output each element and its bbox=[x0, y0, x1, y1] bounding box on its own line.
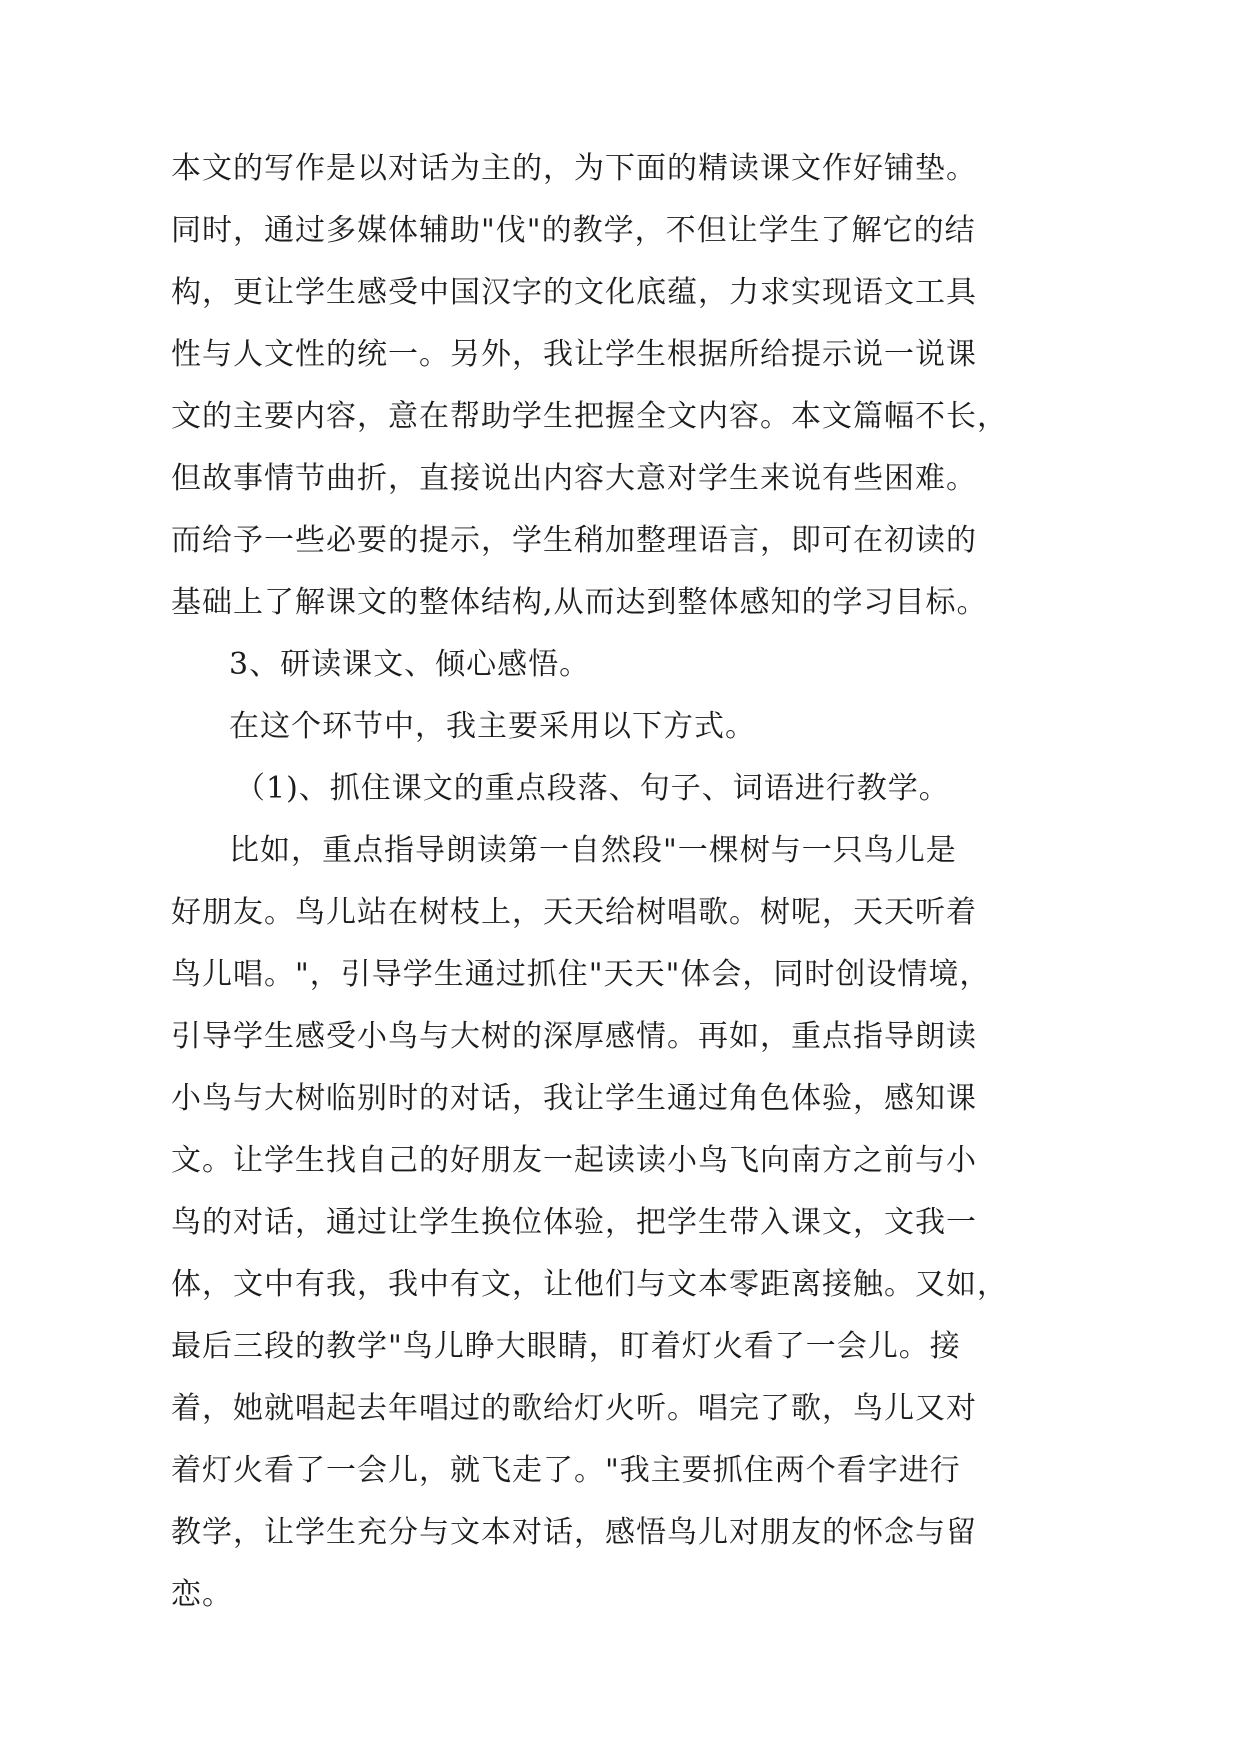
text-line: 但故事情节曲折，直接说出内容大意对学生来说有些困难。 bbox=[171, 461, 977, 496]
text-line: 鸟儿唱。"，引导学生通过抓住"天天"体会，同时创设情境， bbox=[171, 957, 991, 992]
text-line: 引导学生感受小鸟与大树的深厚感情。再如，重点指导朗读 bbox=[171, 1019, 977, 1054]
text-line: 最后三段的教学"鸟儿睁大眼睛，盯着灯火看了一会儿。接 bbox=[171, 1329, 961, 1364]
text-line: 文的主要内容，意在帮助学生把握全文内容。本文篇幅不长， bbox=[171, 399, 1008, 434]
text-line: 构，更让学生感受中国汉字的文化底蕴，力求实现语文工具 bbox=[171, 275, 977, 310]
text-line: 而给予一些必要的提示，学生稍加整理语言，即可在初读的 bbox=[171, 523, 977, 558]
text-line: 教学，让学生充分与文本对话，感悟鸟儿对朋友的怀念与留 bbox=[171, 1515, 977, 1550]
text-line: 本文的写作是以对话为主的，为下面的精读课文作好铺垫。 bbox=[171, 151, 977, 186]
subsection-heading: （1)、抓住课文的重点段落、句子、词语进行教学。 bbox=[235, 771, 950, 806]
text-line: 同时，通过多媒体辅助"伐"的教学，不但让学生了解它的结 bbox=[171, 213, 976, 248]
text-line: 性与人文性的统一。另外，我让学生根据所给提示说一说课 bbox=[171, 337, 977, 372]
document-body bbox=[171, 138, 1008, 1626]
text-line: 在这个环节中，我主要采用以下方式。 bbox=[229, 709, 756, 744]
section-heading: 3、研读课文、倾心感悟。 bbox=[229, 647, 591, 682]
text-line: 小鸟与大树临别时的对话，我让学生通过角色体验，感知课 bbox=[171, 1081, 977, 1116]
text-line: 好朋友。鸟儿站在树枝上，天天给树唱歌。树呢，天天听着 bbox=[171, 895, 977, 930]
text-line: 恋。 bbox=[171, 1577, 233, 1612]
text-line: 着灯火看了一会儿，就飞走了。"我主要抓住两个看字进行 bbox=[171, 1453, 961, 1488]
text-line: 比如，重点指导朗读第一自然段"一棵树与一只鸟儿是 bbox=[229, 833, 957, 868]
text-line: 文。让学生找自己的好朋友一起读读小鸟飞向南方之前与小 bbox=[171, 1143, 977, 1178]
text-line: 鸟的对话，通过让学生换位体验，把学生带入课文，文我一 bbox=[171, 1205, 977, 1240]
text-line: 体，文中有我，我中有文，让他们与文本零距离接触。又如， bbox=[171, 1267, 1008, 1302]
text-line: 基础上了解课文的整体结构,从而达到整体感知的学习目标。 bbox=[171, 585, 988, 620]
text-line: 着，她就唱起去年唱过的歌给灯火听。唱完了歌，鸟儿又对 bbox=[171, 1391, 977, 1426]
